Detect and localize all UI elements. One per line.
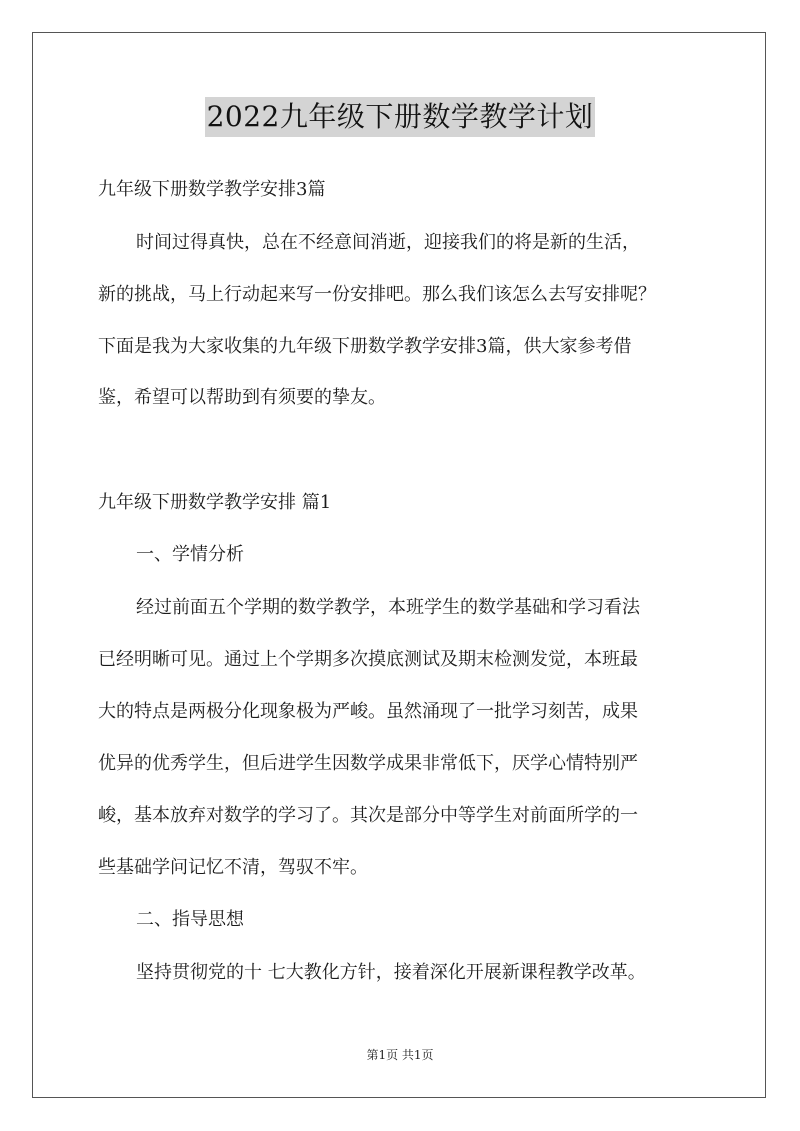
document-title: 2022九年级下册数学教学计划: [205, 97, 596, 137]
para1-line-6: 些基础学问记忆不清，驾驭不牢。: [98, 857, 368, 878]
para1-line-4: 优异的优秀学生，但后进学生因数学成果非常低下，厌学心情特别严: [98, 753, 638, 774]
document-subtitle: 九年级下册数学教学安排3篇: [98, 179, 326, 200]
section-title: 九年级下册数学教学安排 篇1: [98, 492, 332, 513]
intro-line-1: 时间过得真快，总在不经意间消逝，迎接我们的将是新的生活，: [136, 232, 640, 253]
para1-line-5: 峻，基本放弃对数学的学习了。其次是部分中等学生对前面所学的一: [98, 805, 638, 826]
intro-line-3: 下面是我为大家收集的九年级下册数学教学安排3篇，供大家参考借: [98, 336, 632, 357]
intro-line-2: 新的挑战，马上行动起来写一份安排吧。那么我们该怎么去写安排呢？: [98, 284, 656, 305]
para1-line-2: 已经明晰可见。通过上个学期多次摸底测试及期末检测发觉，本班最: [98, 649, 638, 670]
heading-guiding-ideology: 二、指导思想: [136, 909, 244, 930]
title-container: [0, 97, 800, 137]
para1-line-3: 大的特点是两极分化现象极为严峻。虽然涌现了一批学习刻苦，成果: [98, 701, 638, 722]
heading-situation-analysis: 一、学情分析: [136, 544, 244, 565]
para1-line-1: 经过前面五个学期的数学教学，本班学生的数学基础和学习看法: [136, 597, 640, 618]
para2-line-1: 坚持贯彻党的十 七大教化方针，接着深化开展新课程教学改革。: [136, 962, 646, 983]
page-footer: 第1页 共1页: [366, 1048, 434, 1062]
intro-line-4: 鉴，希望可以帮助到有须要的挚友。: [98, 387, 386, 408]
